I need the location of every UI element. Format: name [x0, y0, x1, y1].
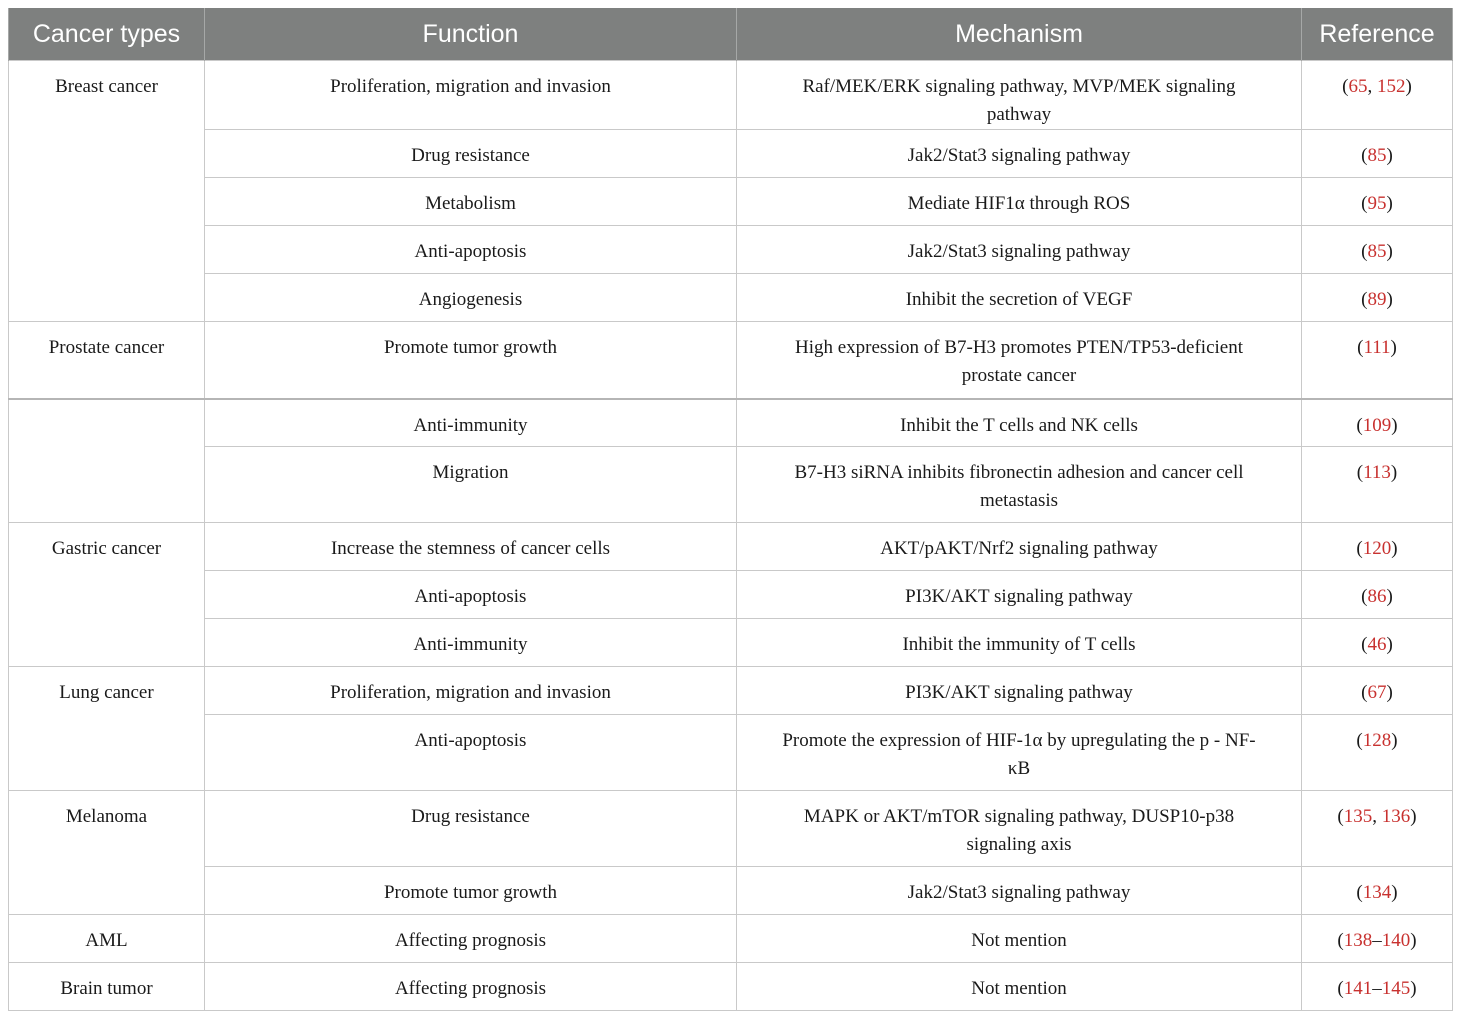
reference-cell: (95)	[1302, 178, 1453, 226]
function-cell: Anti-apoptosis	[205, 715, 737, 791]
mechanism-text: Promote the expression of HIF-1α by upregulating the p - NF-κB	[782, 730, 1256, 779]
reference-separator: ,	[1367, 76, 1377, 97]
cancer-type-cell	[9, 130, 205, 178]
cancer-type-cell	[9, 399, 205, 447]
table-row	[9, 274, 1453, 322]
table-row	[9, 791, 1453, 867]
mechanism-cell	[737, 963, 1302, 1011]
function-cell: Affecting prognosis	[205, 915, 737, 963]
function-cell: Increase the stemness of cancer cells	[205, 523, 737, 571]
table-row	[9, 715, 1453, 791]
cancer-type-cell	[9, 447, 205, 523]
mechanism-cell	[737, 667, 1302, 715]
reference-link[interactable]: 89	[1367, 289, 1387, 310]
mechanism-cell	[737, 571, 1302, 619]
mechanism-text: Jak2/Stat3 signaling pathway	[907, 882, 1131, 903]
function-cell: Anti-immunity	[205, 399, 737, 447]
reference-link[interactable]: 136	[1381, 806, 1411, 827]
table-row	[9, 571, 1453, 619]
reference-cell: (113)	[1302, 447, 1453, 523]
mechanism-text: AKT/pAKT/Nrf2 signaling pathway	[880, 538, 1158, 559]
function-cell: Anti-immunity	[205, 619, 737, 667]
reference-link[interactable]: 152	[1377, 76, 1406, 97]
function-cell: Proliferation, migration and invasion	[205, 667, 737, 715]
reference-link[interactable]: 141	[1343, 978, 1373, 999]
table-row	[9, 867, 1453, 915]
cancer-type-cell	[9, 226, 205, 274]
mechanism-cell	[737, 447, 1302, 523]
reference-link[interactable]: 85	[1367, 145, 1387, 166]
function-cell: Affecting prognosis	[205, 963, 737, 1011]
reference-link[interactable]: 138	[1343, 930, 1373, 951]
reference-cell: (138–140)	[1302, 915, 1453, 963]
mechanism-cell	[737, 226, 1302, 274]
mechanism-text: Not mention	[971, 930, 1067, 951]
mechanism-text: Inhibit the T cells and NK cells	[900, 414, 1138, 436]
cancer-type-cell: Prostate cancer	[9, 322, 205, 399]
reference-link[interactable]: 85	[1367, 241, 1387, 262]
table-row	[9, 915, 1453, 963]
table-row	[9, 447, 1453, 523]
mechanism-cell	[737, 322, 1302, 399]
mechanism-text: Inhibit the immunity of T cells	[902, 634, 1136, 655]
mechanism-cell	[737, 130, 1302, 178]
table-row	[9, 322, 1453, 399]
reference-cell: (109)	[1302, 399, 1453, 447]
mechanism-text: Inhibit the secretion of VEGF	[905, 289, 1133, 310]
table-row	[9, 61, 1453, 130]
cancer-type-cell	[9, 274, 205, 322]
reference-link[interactable]: 140	[1381, 930, 1411, 951]
mechanism-cell	[737, 915, 1302, 963]
reference-link[interactable]: 113	[1363, 462, 1391, 483]
reference-link[interactable]: 86	[1367, 586, 1387, 607]
cancer-type-cell	[9, 178, 205, 226]
function-cell: Promote tumor growth	[205, 867, 737, 915]
col-header-function: Function	[205, 8, 737, 61]
reference-link[interactable]: 111	[1363, 337, 1391, 358]
col-header-mechanism: Mechanism	[737, 8, 1302, 61]
mechanism-text: PI3K/AKT signaling pathway	[905, 682, 1133, 703]
function-cell: Drug resistance	[205, 130, 737, 178]
reference-separator: –	[1372, 930, 1382, 951]
table-row	[9, 619, 1453, 667]
reference-cell: (85)	[1302, 130, 1453, 178]
table-row	[9, 523, 1453, 571]
col-header-cancer-types: Cancer types	[9, 8, 205, 61]
table-row	[9, 178, 1453, 226]
reference-link[interactable]: 46	[1367, 634, 1387, 655]
mechanism-cell	[737, 274, 1302, 322]
mechanism-text: B7-H3 siRNA inhibits fibronectin adhesion and cancer cell metastasis	[794, 462, 1244, 511]
reference-cell: (85)	[1302, 226, 1453, 274]
cancer-type-cell: Lung cancer	[9, 667, 205, 715]
cancer-type-cell: Gastric cancer	[9, 523, 205, 571]
reference-link[interactable]: 109	[1362, 414, 1392, 436]
table-row	[9, 399, 1453, 447]
function-cell: Anti-apoptosis	[205, 226, 737, 274]
mechanism-text: High expression of B7-H3 promotes PTEN/TP53-deficient prostate cancer	[794, 337, 1243, 386]
reference-cell: (141–145)	[1302, 963, 1453, 1011]
reference-link[interactable]: 120	[1362, 538, 1392, 559]
function-cell: Migration	[205, 447, 737, 523]
mechanism-cell	[737, 791, 1302, 867]
cancer-type-cell	[9, 571, 205, 619]
mechanism-cell	[737, 61, 1302, 130]
table-row	[9, 667, 1453, 715]
table-row	[9, 130, 1453, 178]
reference-cell: (67)	[1302, 667, 1453, 715]
mechanism-cell	[737, 523, 1302, 571]
reference-link[interactable]: 67	[1367, 682, 1387, 703]
reference-cell: (111)	[1302, 322, 1453, 399]
mechanism-cell	[737, 867, 1302, 915]
cancer-type-cell: AML	[9, 915, 205, 963]
reference-cell: (120)	[1302, 523, 1453, 571]
reference-cell: (134)	[1302, 867, 1453, 915]
reference-cell: (86)	[1302, 571, 1453, 619]
header-row	[9, 8, 1453, 61]
mechanism-cell	[737, 619, 1302, 667]
reference-cell: (135, 136)	[1302, 791, 1453, 867]
reference-link[interactable]: 65	[1348, 76, 1368, 97]
mechanism-text: Jak2/Stat3 signaling pathway	[907, 241, 1131, 262]
table-row	[9, 963, 1453, 1011]
cancer-type-cell: Brain tumor	[9, 963, 205, 1011]
cancer-type-cell: Breast cancer	[9, 61, 205, 130]
reference-link[interactable]: 128	[1362, 730, 1392, 751]
mechanism-text: Not mention	[971, 978, 1067, 999]
mechanism-cell	[737, 178, 1302, 226]
table-row	[9, 226, 1453, 274]
cancer-type-cell: Melanoma	[9, 791, 205, 867]
mechanism-cell	[737, 715, 1302, 791]
reference-link[interactable]: 145	[1381, 978, 1411, 999]
mechanism-text: Mediate HIF1α through ROS	[907, 193, 1131, 214]
col-header-reference: Reference	[1302, 8, 1453, 61]
mechanism-text: PI3K/AKT signaling pathway	[905, 586, 1133, 607]
reference-link[interactable]: 135	[1343, 806, 1373, 827]
function-cell: Promote tumor growth	[205, 322, 737, 399]
reference-link[interactable]: 134	[1362, 882, 1392, 903]
reference-cell: (128)	[1302, 715, 1453, 791]
reference-link[interactable]: 95	[1367, 193, 1387, 214]
reference-cell: (89)	[1302, 274, 1453, 322]
function-cell: Anti-apoptosis	[205, 571, 737, 619]
data-table	[8, 8, 1453, 1011]
cancer-type-cell	[9, 867, 205, 915]
function-cell: Proliferation, migration and invasion	[205, 61, 737, 130]
reference-cell: (65, 152)	[1302, 61, 1453, 130]
reference-separator: ,	[1372, 806, 1382, 827]
reference-cell: (46)	[1302, 619, 1453, 667]
mechanism-cell	[737, 399, 1302, 447]
function-cell: Metabolism	[205, 178, 737, 226]
mechanism-text: Jak2/Stat3 signaling pathway	[907, 145, 1131, 166]
cancer-type-cell	[9, 715, 205, 791]
cancer-type-cell	[9, 619, 205, 667]
mechanism-text: MAPK or AKT/mTOR signaling pathway, DUSP10-p38 signaling axis	[803, 806, 1235, 855]
mechanism-text: Raf/MEK/ERK signaling pathway, MVP/MEK signaling pathway	[802, 76, 1236, 125]
reference-separator: –	[1372, 978, 1382, 999]
function-cell: Angiogenesis	[205, 274, 737, 322]
function-cell: Drug resistance	[205, 791, 737, 867]
